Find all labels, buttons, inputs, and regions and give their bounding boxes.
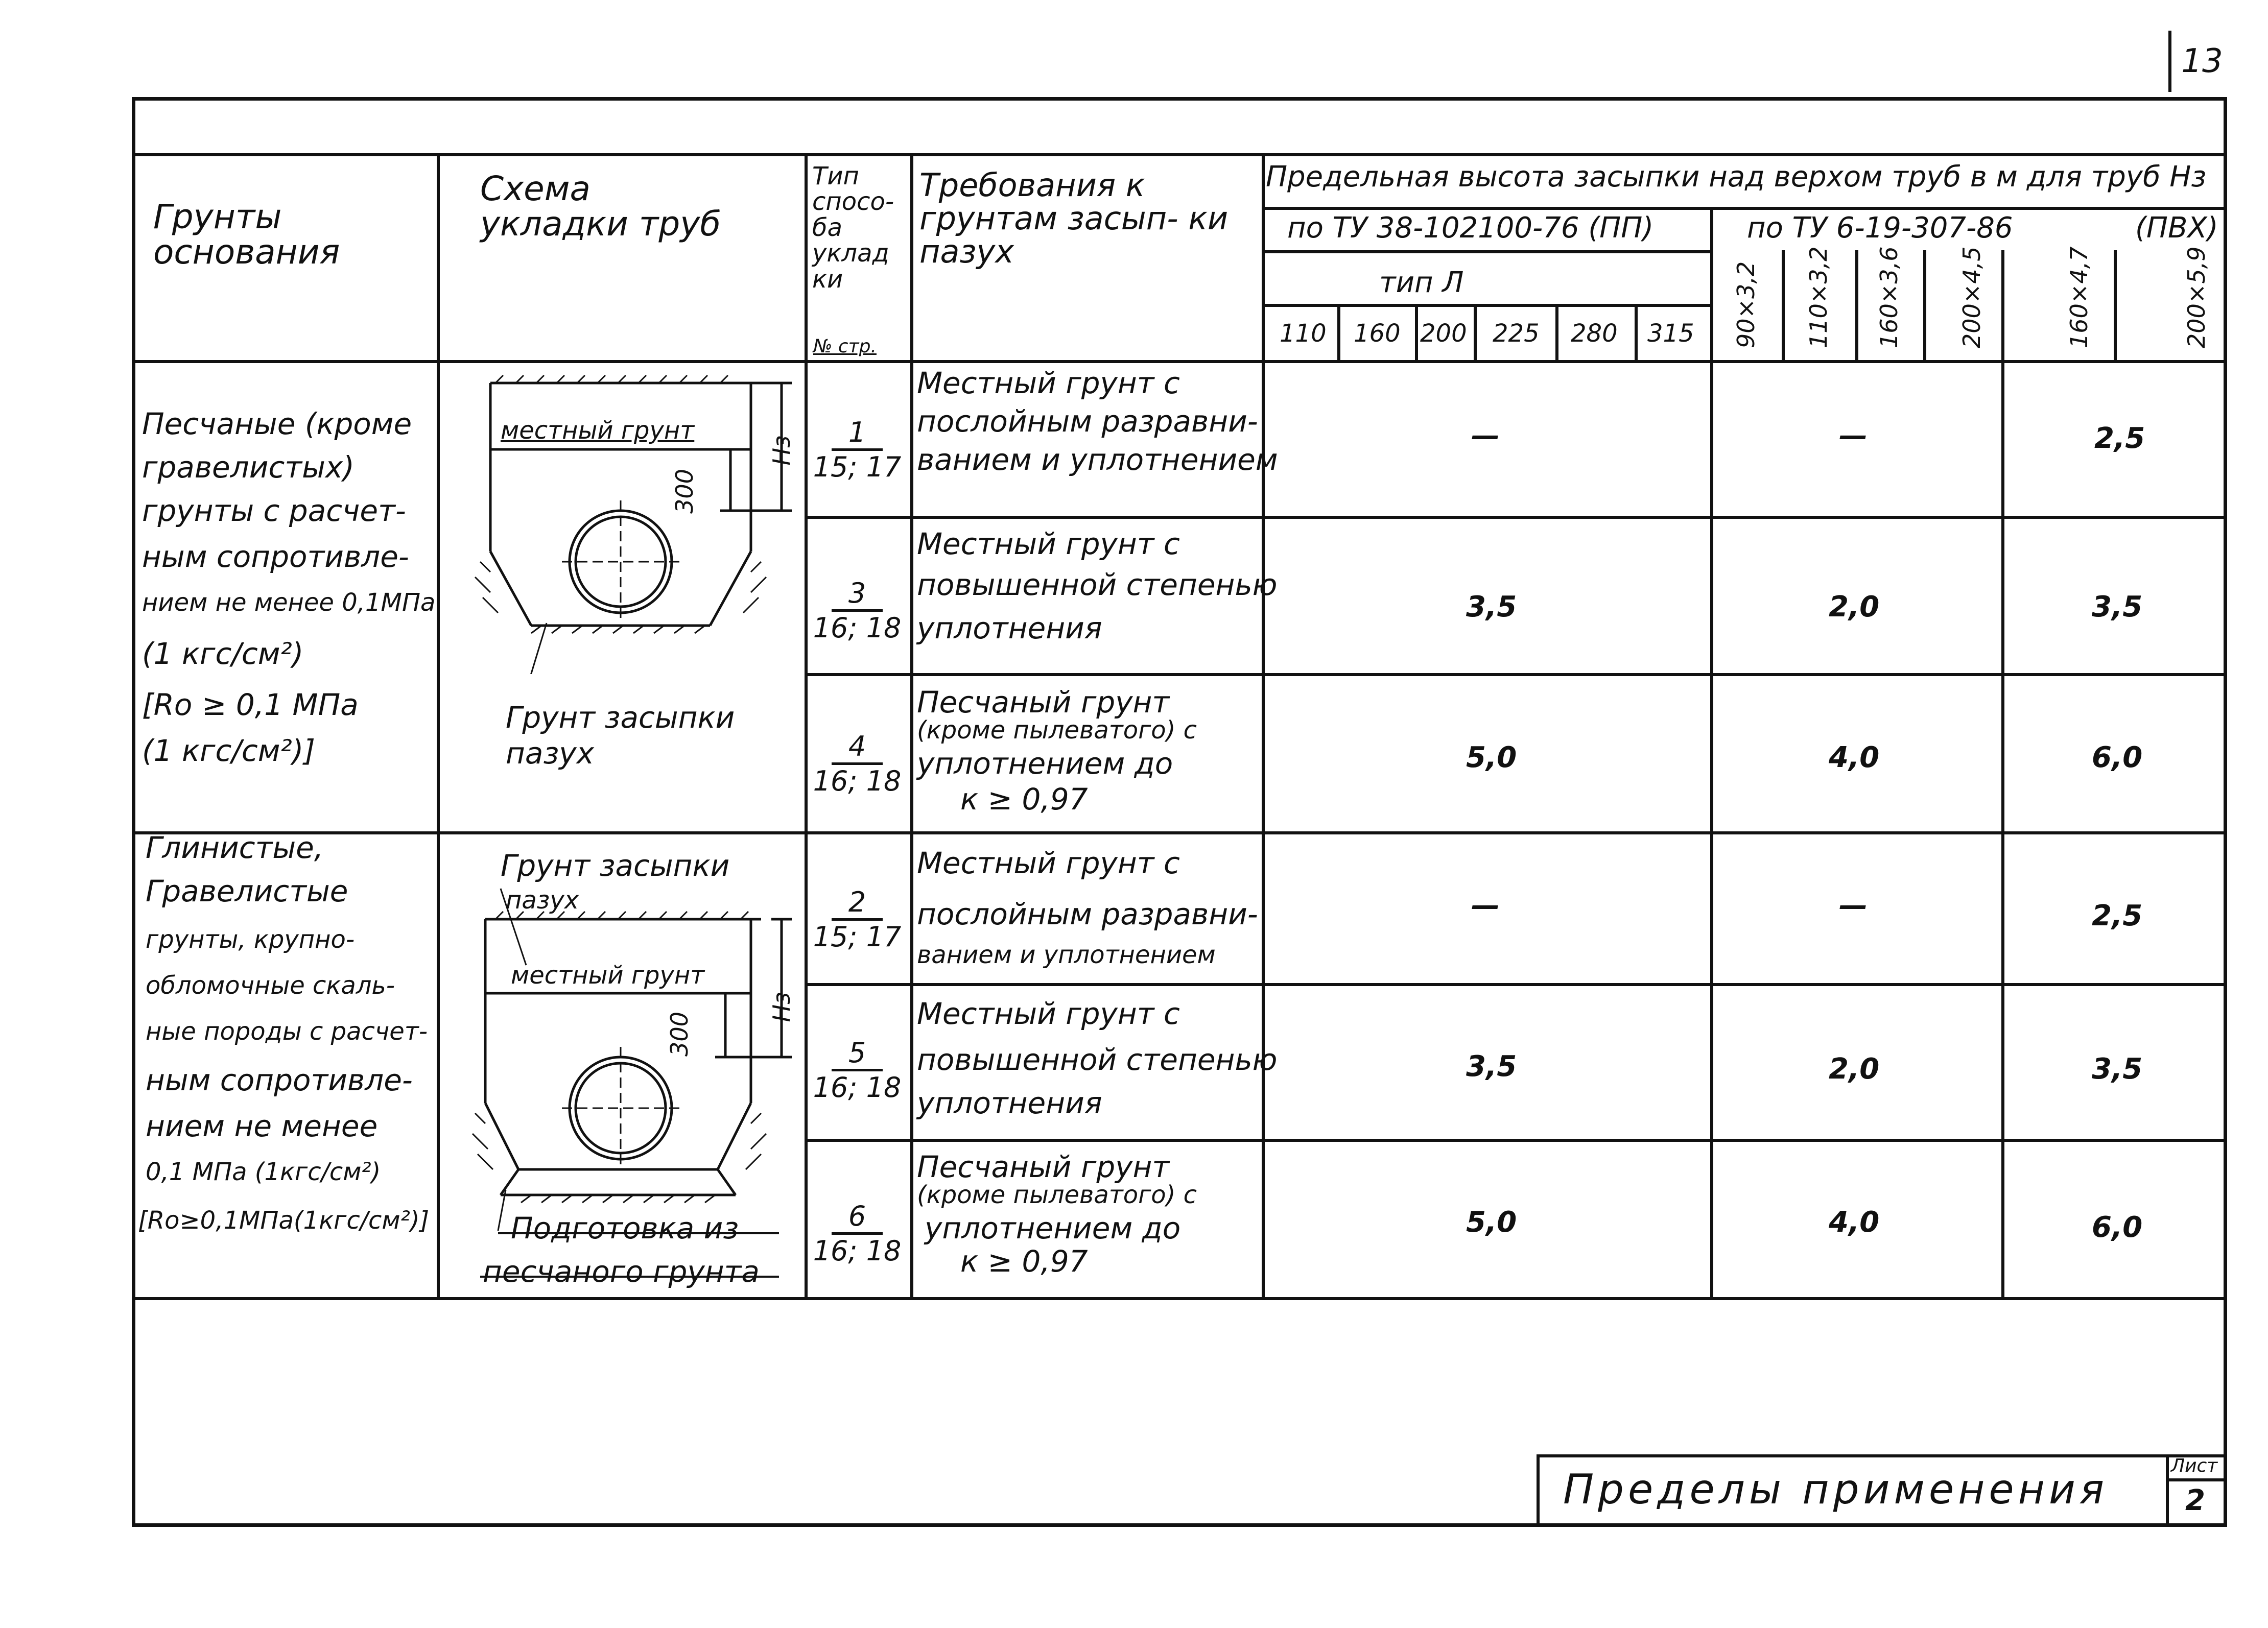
group1-soil-line: ным сопротивле- xyxy=(142,539,409,574)
rule xyxy=(437,153,440,1297)
pp-size: 225 xyxy=(1493,319,1540,348)
limit-value: 2,0 xyxy=(1829,590,1880,624)
requirement-line: Местный грунт с xyxy=(917,996,1180,1031)
group1-soil-line: (1 кгс/см²)] xyxy=(142,733,316,768)
limit-value: 3,5 xyxy=(2092,590,2143,624)
limit-value: 3,5 xyxy=(2092,1052,2143,1086)
limit-value: — xyxy=(1471,889,1500,922)
header-pvh-group: по ТУ 6-19-307-86 xyxy=(1747,211,2013,245)
trench-scheme-1 xyxy=(444,368,802,674)
group1-soil-line: гравелистых) xyxy=(142,450,355,485)
limit-value: 2,5 xyxy=(2094,422,2145,455)
type-pages: 16; 18 xyxy=(813,1071,902,1104)
rule xyxy=(910,153,913,1297)
requirement-line: уплотнения xyxy=(917,611,1102,645)
scheme2-dim: 300 xyxy=(666,1012,693,1057)
pvh-size: 200×4,5 xyxy=(1958,246,1986,348)
type-number: 4 xyxy=(832,730,883,765)
type-pages: 15; 17 xyxy=(813,451,902,483)
type-pages: 16; 18 xyxy=(813,1235,902,1267)
limit-value: 6,0 xyxy=(2092,1211,2143,1244)
requirement-line: к ≥ 0,97 xyxy=(960,782,1088,817)
requirement-line: к ≥ 0,97 xyxy=(960,1244,1088,1279)
rule xyxy=(1710,207,1713,1297)
header-pvh-tag: (ПВХ) xyxy=(2135,211,2218,245)
scheme1-dim: 300 xyxy=(671,469,698,514)
requirement-line: (кроме пылеватого) с xyxy=(917,716,1197,745)
type-number: 2 xyxy=(832,886,883,921)
rule xyxy=(1415,304,1418,360)
type-pages: 16; 18 xyxy=(813,765,902,797)
group2-soil-line: ным сопротивле- xyxy=(146,1063,413,1097)
limit-value: 5,0 xyxy=(1466,741,1517,774)
group1-soil-line: Песчаные (кроме xyxy=(142,406,412,441)
type-number: 5 xyxy=(832,1037,883,1071)
header-pp-group: по ТУ 38-102100-76 (ПП) xyxy=(1287,211,1654,245)
rule xyxy=(2114,250,2117,360)
scheme2-base-label2: песчаного грунта xyxy=(483,1254,760,1289)
type-pages: 15; 17 xyxy=(813,921,902,953)
type-fraction xyxy=(811,886,903,953)
pp-size: 200 xyxy=(1420,319,1467,348)
rule xyxy=(2001,250,2004,1297)
group2-soil-line: Гравелистые xyxy=(146,874,348,908)
limit-value: 2,0 xyxy=(1829,1052,1880,1086)
group2-soil-line: нием не менее xyxy=(146,1109,378,1143)
sheet-no: 2 xyxy=(2185,1484,2205,1517)
scheme1-fill-label: Грунт засыпки xyxy=(506,700,735,735)
header-scheme: Схема укладки труб xyxy=(480,169,721,244)
scheme1-fill-label2: пазух xyxy=(506,736,594,771)
scheme2-hz: Нз xyxy=(768,992,795,1022)
type-number: 3 xyxy=(832,577,883,612)
header-limit-height: Предельная высота засыпки над верхом труб в м для труб Нз xyxy=(1266,160,2207,194)
scheme2-fill-label2: пазух xyxy=(506,886,579,915)
requirement-line: уплотнением до xyxy=(925,1211,1181,1246)
rule xyxy=(1262,250,1711,253)
group1-soil-line: грунты с расчет- xyxy=(142,493,406,528)
rule xyxy=(132,831,2227,834)
rule xyxy=(132,360,2227,363)
rule xyxy=(805,516,2227,519)
requirement-line: Песчаный грунт xyxy=(917,1150,1170,1184)
title-block-sheet-divider xyxy=(2166,1454,2169,1527)
pvh-size: 110×3,2 xyxy=(1805,246,1832,348)
group2-soil-line: [Rо≥0,1МПа(1кгс/см²)] xyxy=(138,1206,430,1235)
header-type-l: тип Л xyxy=(1379,266,1464,299)
rule xyxy=(132,153,2227,156)
requirement-line: ванием и уплотнением xyxy=(917,941,1216,969)
requirement-line: послойным разравни- xyxy=(917,404,1258,439)
limit-value: 3,5 xyxy=(1466,1050,1517,1083)
rule xyxy=(1474,304,1477,360)
sheet-title: Пределы применения xyxy=(1563,1466,2109,1513)
page-number: 13 xyxy=(2168,31,2233,92)
header-soil: Грунты основания xyxy=(153,197,340,272)
scheme1-hz: Нз xyxy=(768,435,795,466)
requirement-line: (кроме пылеватого) с xyxy=(917,1181,1197,1209)
pp-size: 160 xyxy=(1354,319,1401,348)
scheme2-base-label: Подготовка из xyxy=(511,1211,739,1246)
rule xyxy=(805,153,808,1297)
requirement-line: ванием и уплотнением xyxy=(917,442,1278,477)
requirement-line: уплотнения xyxy=(917,1086,1102,1120)
scheme1-local-label: местный грунт xyxy=(501,416,695,445)
pvh-size: 200×5,9 xyxy=(2183,246,2210,348)
requirement-line: Песчаный грунт xyxy=(917,685,1170,720)
rule xyxy=(805,1139,2227,1142)
group2-soil-line: Глинистые, xyxy=(146,830,324,865)
header-requirements: Требования к грунтам засып- ки пазух xyxy=(919,166,1228,271)
title-block-sheet-rule xyxy=(2166,1478,2227,1481)
requirement-line: Местный грунт с xyxy=(917,366,1180,400)
rule xyxy=(1337,304,1340,360)
header-type-pages: № стр. xyxy=(813,336,877,357)
scheme2-local-label: местный грунт xyxy=(511,961,705,990)
title-block-left xyxy=(1537,1454,1540,1527)
pp-size: 315 xyxy=(1647,319,1694,348)
type-fraction xyxy=(811,416,903,483)
type-fraction xyxy=(811,1037,903,1104)
type-fraction xyxy=(811,1200,903,1267)
type-pages: 16; 18 xyxy=(813,612,902,644)
requirement-line: Местный грунт с xyxy=(917,846,1180,880)
type-fraction xyxy=(811,577,903,644)
limit-value: — xyxy=(1839,889,1868,922)
type-number: 1 xyxy=(832,416,883,451)
pvh-size: 90×3,2 xyxy=(1732,261,1760,348)
limit-value: 4,0 xyxy=(1829,1206,1880,1239)
limit-value: 6,0 xyxy=(2092,741,2143,774)
drawing-frame xyxy=(132,97,2227,1527)
rule xyxy=(1262,153,1265,1297)
rule xyxy=(1262,207,2227,210)
limit-value: 5,0 xyxy=(1466,1206,1517,1239)
limit-value: 2,5 xyxy=(2092,899,2143,932)
group2-soil-line: грунты, крупно- xyxy=(146,925,355,954)
rule xyxy=(1923,250,1926,360)
type-number: 6 xyxy=(832,1200,883,1235)
title-block-top xyxy=(1537,1454,2227,1457)
requirement-line: повышенной степенью xyxy=(917,567,1278,602)
rule xyxy=(1555,304,1558,360)
limit-value: — xyxy=(1839,419,1868,452)
pvh-size: 160×4,7 xyxy=(2065,246,2093,348)
rule xyxy=(1782,250,1785,360)
rule xyxy=(132,1297,2227,1300)
requirement-line: повышенной степенью xyxy=(917,1042,1278,1077)
pp-size: 280 xyxy=(1571,319,1618,348)
sheet-label: Лист xyxy=(2171,1455,2218,1476)
rule xyxy=(805,983,2227,986)
header-type: Тип спосо- ба уклад ки xyxy=(812,162,894,294)
limit-value: 4,0 xyxy=(1829,741,1880,774)
limit-value: 3,5 xyxy=(1466,590,1517,624)
requirement-line: послойным разравни- xyxy=(917,897,1258,931)
pp-size: 110 xyxy=(1280,319,1327,348)
group2-soil-line: ные породы с расчет- xyxy=(146,1017,428,1046)
group1-soil-line: [Rо ≥ 0,1 МПа xyxy=(142,687,359,722)
group1-soil-line: (1 кгс/см²) xyxy=(142,636,304,671)
group1-soil-line: нием не менее 0,1МПа xyxy=(142,588,436,617)
rule xyxy=(805,673,2227,676)
rule xyxy=(1262,304,1711,307)
limit-value: — xyxy=(1471,419,1500,452)
type-fraction xyxy=(811,730,903,797)
scheme2-fill-label: Грунт засыпки xyxy=(501,848,730,883)
group2-soil-line: 0,1 МПа (1кгс/см²) xyxy=(146,1158,381,1186)
requirement-line: Местный грунт с xyxy=(917,526,1180,561)
requirement-line: уплотнением до xyxy=(917,746,1173,781)
rule xyxy=(1635,304,1638,360)
group2-soil-line: обломочные скаль- xyxy=(146,971,395,1000)
pvh-size: 160×3,6 xyxy=(1875,246,1903,348)
rule xyxy=(1855,250,1858,360)
